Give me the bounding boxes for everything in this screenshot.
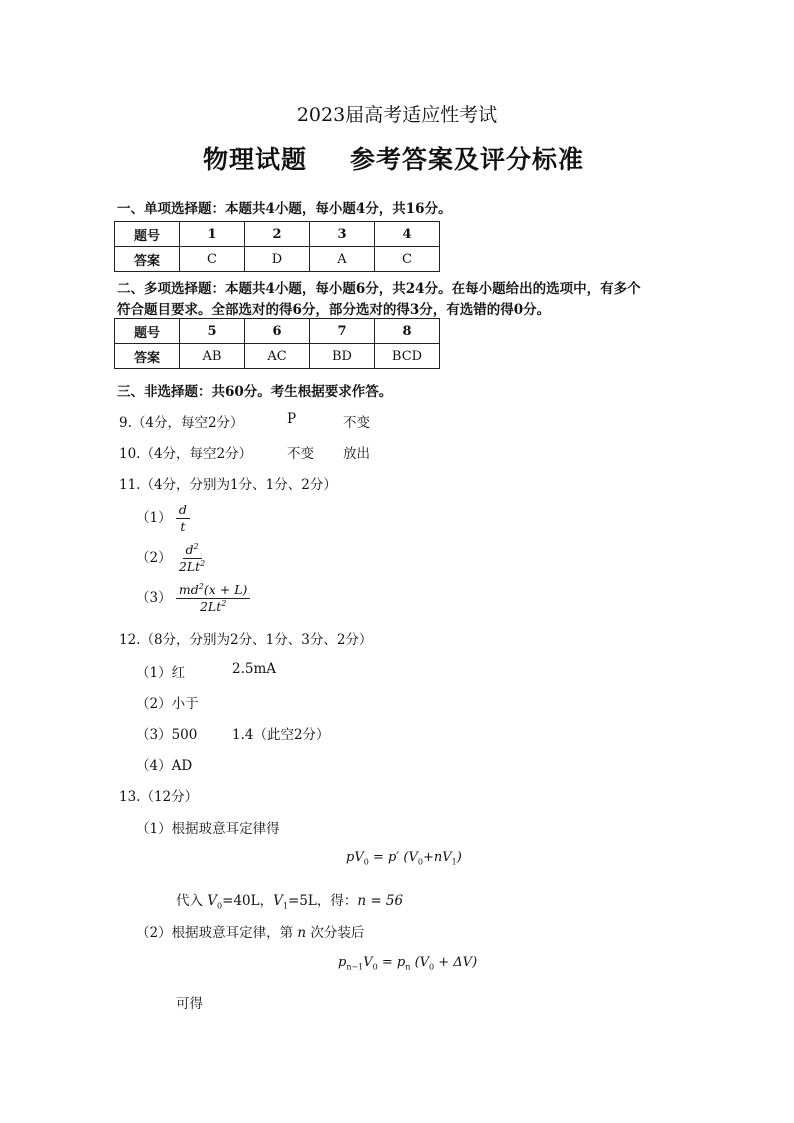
q13-substitution: 代入 $V_0=40L$，$V_1=5L$，得：n = 56 xyxy=(176,893,404,911)
q10-answer-1: 不变 xyxy=(287,446,314,462)
part-label: （2） xyxy=(136,549,172,566)
q13-label: 13.（12分） xyxy=(119,789,199,805)
q9-label: 9.（4分，每空2分） xyxy=(119,415,244,431)
part-label: （3） xyxy=(136,589,172,606)
denominator: 2Lt$^2$ xyxy=(178,558,206,575)
numerator: $md^2(x + L)$ xyxy=(176,583,250,599)
q12-part1: （1）红 xyxy=(136,665,186,681)
answer-cell: C xyxy=(375,247,440,272)
q12-label: 12.（8分，分别为2分、1分、3分、2分） xyxy=(119,632,373,648)
section1-heading: 一、单项选择题：本题共4小题，每小题4分，共16分。 xyxy=(117,201,452,217)
table-row xyxy=(115,222,440,247)
q10-answer-2: 放出 xyxy=(343,446,370,462)
q11-part1 xyxy=(136,503,190,534)
q11-label: 11.（4分，分别为1分、1分、2分） xyxy=(119,477,337,493)
question-number: 5 xyxy=(180,319,245,344)
answer-cell: A xyxy=(310,247,375,272)
answer-cell: D xyxy=(245,247,310,272)
q12-part3-b: 1.4（此空2分） xyxy=(232,727,330,743)
q13-equation-2: $p_{n-1}V_0 = p_n$ $(V_0 + \Delta V)$ xyxy=(338,955,478,972)
q11-part2 xyxy=(136,543,208,574)
q12-part1-b: 2.5mA xyxy=(232,661,277,677)
section2-answer-table xyxy=(114,318,440,369)
answer-cell: AB xyxy=(180,344,245,369)
q9-answer-1: P xyxy=(287,411,297,427)
answer-title: 参考答案及评分标准 xyxy=(350,145,585,174)
q10-label: 10.（4分，每空2分） xyxy=(119,446,253,462)
answer-cell: C xyxy=(180,247,245,272)
q12-part2: （2）小于 xyxy=(136,696,199,712)
question-number: 3 xyxy=(310,222,375,247)
row-label-question: 题号 xyxy=(115,222,180,247)
section2-heading-line2: 符合题目要求。全部选对的得6分，部分选对的得3分，有选错的得0分。 xyxy=(117,302,551,318)
fraction-d-over-t xyxy=(176,503,190,534)
section3-heading: 三、非选择题：共60分。考生根据要求作答。 xyxy=(117,384,393,400)
q13-conclusion: 可得 xyxy=(176,996,203,1012)
numerator: d xyxy=(176,503,190,519)
q13-part2: （2）根据玻意耳定律，第 n 次分装后 xyxy=(136,925,365,941)
table-row xyxy=(115,247,440,272)
row-label-question: 题号 xyxy=(115,319,180,344)
q9-answer-2: 不变 xyxy=(343,415,370,431)
question-number: 7 xyxy=(310,319,375,344)
question-number: 4 xyxy=(375,222,440,247)
fraction-d2-over-2lt2 xyxy=(176,543,208,574)
question-number: 2 xyxy=(245,222,310,247)
row-label-answer: 答案 xyxy=(115,344,180,369)
answer-cell: BCD xyxy=(375,344,440,369)
numerator: $d^2$ xyxy=(183,543,202,559)
fraction-md2xl-over-2lt2 xyxy=(176,583,250,614)
section1-answer-table xyxy=(114,221,440,272)
subject-title: 物理试题 xyxy=(203,145,308,174)
question-number: 8 xyxy=(375,319,440,344)
section2-heading-line1: 二、多项选择题：本题共4小题，每小题6分，共24分。在每小题给出的选项中，有多个 xyxy=(117,281,641,297)
answer-cell: AC xyxy=(245,344,310,369)
answer-cell: BD xyxy=(310,344,375,369)
table-row xyxy=(115,344,440,369)
q13-part1: （1）根据玻意耳定律得 xyxy=(136,821,280,837)
row-label-answer: 答案 xyxy=(115,247,180,272)
q12-part3: （3）500 xyxy=(136,727,198,743)
question-number: 1 xyxy=(180,222,245,247)
q13-equation-1: $pV_0 = p'$ $(V_0+nV_1)$ xyxy=(346,850,462,867)
q11-part3 xyxy=(136,583,250,614)
exam-title: 2023届高考适应性考试 xyxy=(296,104,498,126)
part-label: （1） xyxy=(136,509,172,526)
question-number: 6 xyxy=(245,319,310,344)
denominator: 2Lt$^2$ xyxy=(199,598,227,615)
denominator: t xyxy=(180,518,186,534)
table-row xyxy=(115,319,440,344)
q12-part4: （4）AD xyxy=(136,758,193,774)
